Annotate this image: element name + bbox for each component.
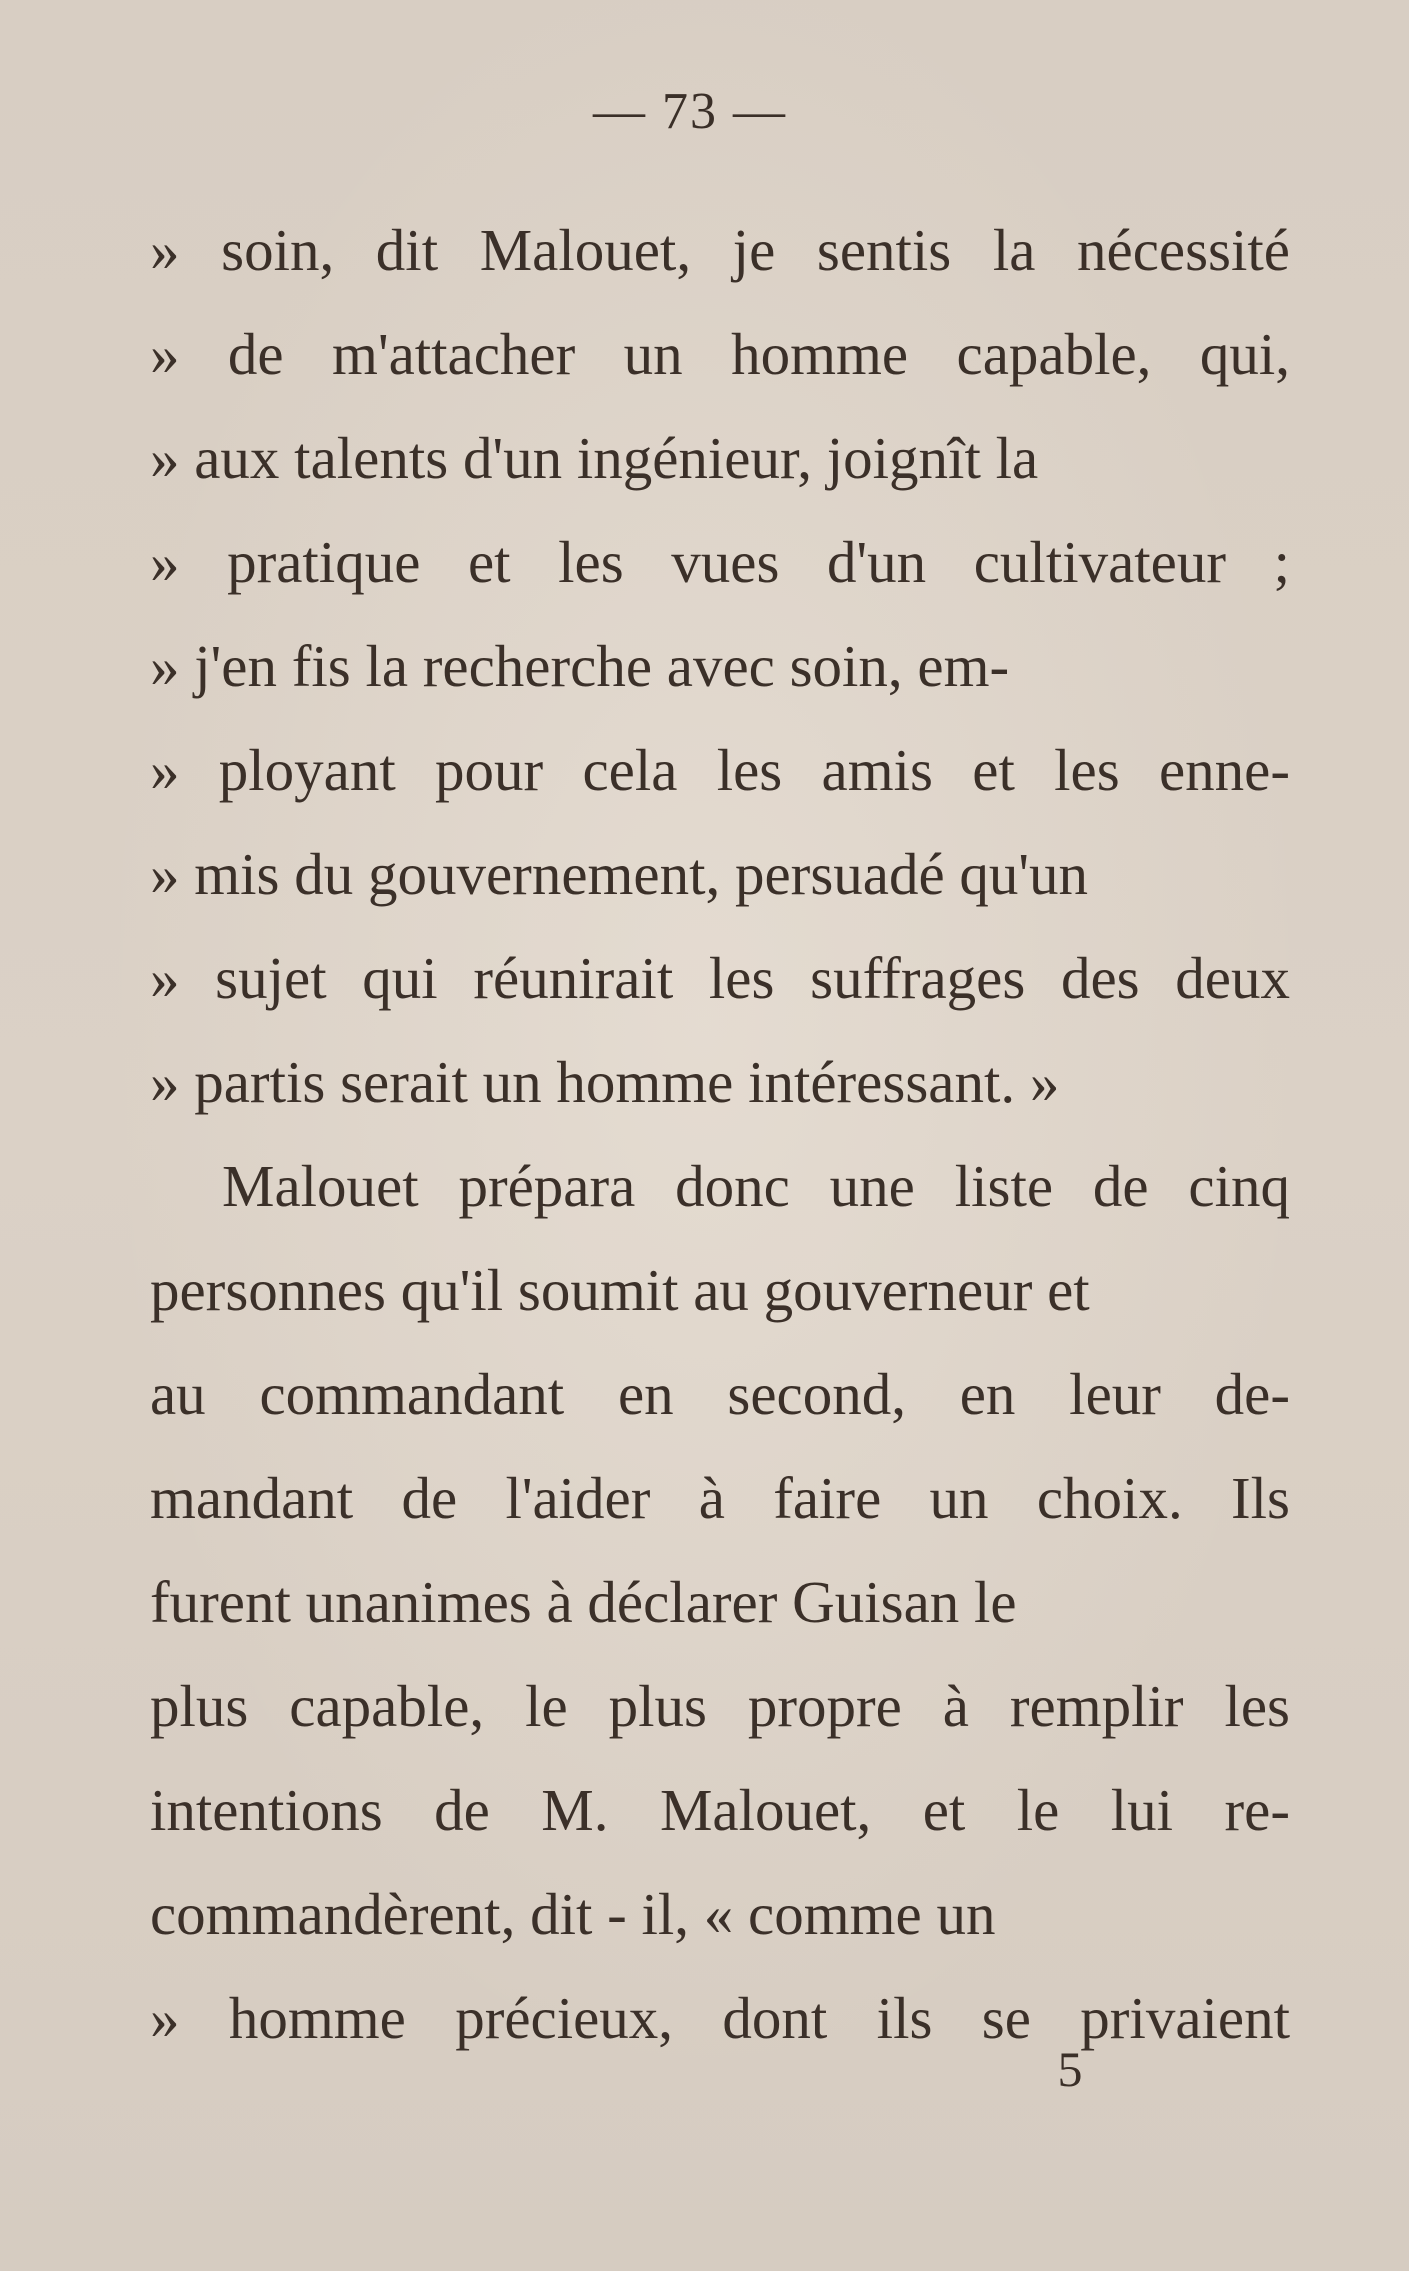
text-line: [150, 1238, 1290, 1342]
line-text: mandant de l'aider à faire un choix. Ils: [150, 1465, 1290, 1531]
text-line: [150, 822, 1290, 926]
line-text: » ployant pour cela les amis et les enne-: [150, 737, 1290, 803]
line-text: plus capable, le plus propre à remplir les: [150, 1673, 1290, 1739]
text-line: [150, 1966, 1290, 2070]
line-text: Malouet prépara donc une liste de cinq: [222, 1153, 1290, 1219]
text-line: [150, 1446, 1290, 1550]
line-text: » homme précieux, dont ils se privaient: [150, 1985, 1290, 2051]
line-text: » partis serait un homme intéressant. »: [150, 1049, 1060, 1115]
text-line: [150, 1342, 1290, 1446]
line-text: » de m'attacher un homme capable, qui,: [150, 321, 1290, 387]
line-text: au commandant en second, en leur de-: [150, 1361, 1290, 1427]
text-line: [150, 406, 1290, 510]
text-line: [150, 926, 1290, 1030]
page-number: — 73 —: [593, 83, 787, 140]
text-line: [150, 1550, 1290, 1654]
line-text: » j'en fis la recherche avec soin, em-: [150, 633, 1010, 699]
paragraph-start-line: [150, 1134, 1290, 1238]
text-line: [150, 1758, 1290, 1862]
line-text: » sujet qui réunirait les suffrages des deux: [150, 945, 1290, 1011]
text-line: [150, 302, 1290, 406]
line-text: » mis du gouvernement, persuadé qu'un: [150, 841, 1089, 907]
text-line: [150, 510, 1290, 614]
text-line: [150, 198, 1290, 302]
line-text: furent unanimes à déclarer Guisan le: [150, 1569, 1017, 1635]
text-line: [150, 1862, 1290, 1966]
line-text: commandèrent, dit - il, « comme un: [150, 1881, 996, 1947]
body-text: [150, 198, 1290, 2070]
signature-mark: 5: [1057, 2041, 1083, 2097]
line-text: » aux talents d'un ingénieur, joignît la: [150, 425, 1039, 491]
text-line: [150, 1654, 1290, 1758]
line-text: personnes qu'il soumit au gouverneur et: [150, 1257, 1090, 1323]
line-text: » pratique et les vues d'un cultivateur ;: [150, 529, 1290, 595]
text-line: [150, 614, 1290, 718]
line-text: » soin, dit Malouet, je sentis la nécessité: [150, 217, 1290, 283]
text-line: [150, 718, 1290, 822]
line-text: intentions de M. Malouet, et le lui re-: [150, 1777, 1290, 1843]
text-line: [150, 1030, 1290, 1134]
